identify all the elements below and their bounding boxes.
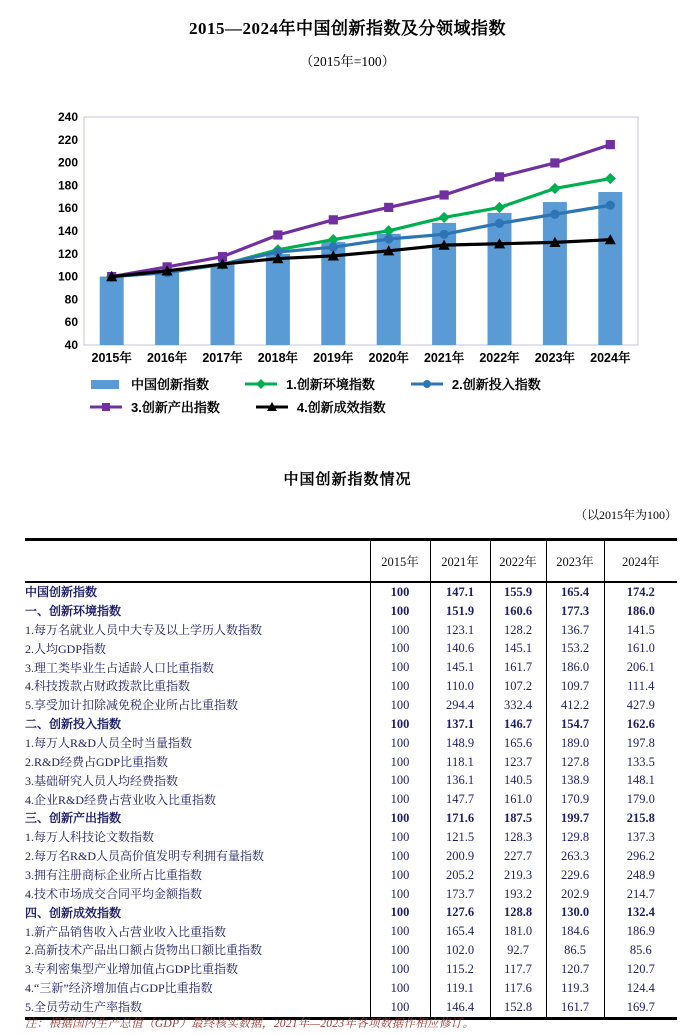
table-row [25,809,677,828]
row-value: 127.6 [430,904,490,923]
row-value: 137.1 [430,715,490,734]
row-label: 2.R&D经费占GDP比重指数 [25,754,169,769]
row-value: 100 [370,866,430,885]
row-value: 147.1 [430,582,490,602]
x-tick-label: 2017年 [202,351,243,365]
year-column-header: 2021年 [430,540,490,583]
bar-swatch-legend-icon [88,377,124,391]
year-column-header: 2023年 [546,540,604,583]
table-row [25,696,677,715]
table-row [25,753,677,772]
row-label: 1.每万人科技论文数指数 [25,830,155,845]
diamond-marker [549,183,560,194]
x-tick-label: 2016年 [146,351,188,365]
legend-label: 2.创新投入指数 [451,377,541,392]
page-title: 2015—2024年中国创新指数及分领域指数 [189,19,506,38]
row-value: 155.9 [490,582,546,602]
row-value: 100 [370,790,430,809]
row-value: 128.8 [490,904,546,923]
row-label: 5.享受加计扣除减免税企业所占比重指数 [25,698,239,713]
row-label: 1.每万人R&D人员全时当量指数 [25,736,193,750]
year-column-header: 2022年 [490,540,546,583]
row-value: 102.0 [430,941,490,960]
y-tick-label: 180 [57,178,78,193]
row-value: 145.1 [430,658,490,677]
y-tick-label: 140 [57,224,78,238]
row-value: 110.0 [430,677,490,696]
bar [543,202,567,345]
row-value: 115.2 [430,960,490,979]
table-row [25,941,677,960]
row-value: 294.4 [430,696,490,715]
row-value: 100 [370,809,430,828]
bar-swatch [91,380,119,389]
legend-item [88,397,220,416]
indicator-column-header [25,540,370,583]
row-value: 123.7 [490,753,546,772]
row-value: 100 [370,828,430,847]
row-value: 118.1 [430,753,490,772]
x-tick-label: 2015年 [91,351,132,365]
row-label: 2.人均GDP指数 [25,641,107,656]
diamond-marker [256,379,266,389]
row-value: 136.1 [430,772,490,791]
row-label: 3.基础研究人员人均经费指数 [25,773,179,788]
y-tick-label: 100 [57,269,78,284]
row-value: 100 [370,715,430,734]
legend-item [254,397,386,416]
line-series [107,140,615,281]
row-value: 171.6 [430,809,490,828]
row-value: 100 [370,885,430,904]
page-subtitle: （2015年=100） [299,54,396,69]
row-value: 161.7 [546,998,604,1018]
row-value: 148.1 [604,772,677,791]
table-footnote: 注：根据国内生产总值（GDP）最终核实数据，2021年—2023年各项数据作相应修订。 [25,1018,475,1030]
row-value: 202.9 [546,885,604,904]
row-label: 二、创新投入指数 [25,717,122,732]
row-value: 100 [370,677,430,696]
row-value: 119.3 [546,979,604,998]
row-value: 120.7 [604,960,677,979]
square-marker [440,190,449,199]
row-value: 147.7 [430,790,490,809]
row-value: 128.3 [490,828,546,847]
row-value: 151.9 [430,602,490,621]
row-value: 205.2 [430,866,490,885]
chart-legend [88,372,628,418]
diamond-marker [494,202,505,213]
row-value: 181.0 [490,922,546,941]
row-value: 332.4 [490,696,546,715]
row-value: 100 [370,922,430,941]
row-value: 100 [370,753,430,772]
row-value: 124.4 [604,979,677,998]
table-row [25,772,677,791]
circle-marker [606,201,615,210]
circle-marker [423,380,431,388]
row-value: 138.9 [546,772,604,791]
bar [266,254,290,345]
row-value: 160.6 [490,602,546,621]
row-value: 130.0 [546,904,604,923]
row-value: 189.0 [546,734,604,753]
legend-item [88,374,209,393]
y-tick-label: 160 [57,201,78,216]
line-series [106,234,616,281]
legend-item [243,374,375,393]
table-row [25,582,677,602]
row-value: 100 [370,904,430,923]
row-value: 100 [370,658,430,677]
row-value: 177.3 [546,602,604,621]
row-value: 100 [370,960,430,979]
row-label: 3.专利密集型产业增加值占GDP比重指数 [25,962,239,977]
x-tick-label: 2024年 [590,351,631,365]
square-marker [329,215,338,224]
row-value: 206.1 [604,658,677,677]
row-value: 165.4 [546,582,604,602]
row-value: 174.2 [604,582,677,602]
row-value: 100 [370,621,430,640]
row-value: 100 [370,979,430,998]
table-row [25,885,677,904]
row-value: 170.9 [546,790,604,809]
y-tick-label: 220 [57,132,78,147]
row-label: 3.拥有注册商标企业所占比重指数 [25,868,203,883]
row-value: 141.5 [604,621,677,640]
circle-legend-icon [409,377,445,391]
row-value: 197.8 [604,734,677,753]
table-row [25,658,677,677]
x-tick-label: 2021年 [423,351,465,365]
x-tick-label: 2022年 [479,351,520,365]
y-tick-label: 240 [57,110,78,124]
table-row [25,847,677,866]
row-value: 165.4 [430,922,490,941]
square-marker [495,172,504,181]
legend-label: 3.创新产出指数 [131,400,220,415]
table-row [25,904,677,923]
row-value: 127.8 [546,753,604,772]
x-tick-label: 2019年 [313,351,354,365]
square-legend-icon [88,400,124,414]
circle-marker [550,210,559,219]
row-value: 165.6 [490,734,546,753]
circle-marker [384,234,393,243]
row-value: 120.7 [546,960,604,979]
row-label: 5.全员劳动生产率指数 [25,1000,143,1015]
row-value: 154.7 [546,715,604,734]
row-value: 427.9 [604,696,677,715]
legend-label: 1.创新环境指数 [286,377,375,392]
row-value: 100 [370,847,430,866]
row-value: 92.7 [490,941,546,960]
row-label: 2.高新技术产品出口额占货物出口额比重指数 [25,943,263,958]
row-value: 169.7 [604,998,677,1018]
chart-canvas [48,110,652,372]
triangle-legend-icon [254,400,290,414]
row-value: 173.7 [430,885,490,904]
row-value: 215.8 [604,809,677,828]
bar [211,265,235,345]
row-value: 263.3 [546,847,604,866]
row-value: 107.2 [490,677,546,696]
row-value: 119.1 [430,979,490,998]
row-label: 1.新产品销售收入占营业收入比重指数 [25,924,227,939]
row-value: 140.5 [490,772,546,791]
legend-label: 中国创新指数 [131,377,210,392]
row-value: 214.7 [604,885,677,904]
table-row [25,790,677,809]
x-tick-label: 2023年 [534,351,576,365]
row-value: 100 [370,602,430,621]
table-unit-note: （以2015年为100） [574,508,677,522]
index-combo-chart [48,110,652,372]
legend-label: 4.创新成效指数 [296,400,386,415]
square-marker [606,140,615,149]
row-value: 152.8 [490,998,546,1018]
row-value: 100 [370,734,430,753]
row-value: 136.7 [546,621,604,640]
row-label: 2.每万名R&D人员高价值发明专利拥有量指数 [25,849,265,864]
circle-marker [495,219,504,228]
bar [155,270,179,345]
row-value: 140.6 [430,640,490,659]
y-tick-label: 40 [64,338,78,352]
row-label: 4.企业R&D经费占营业收入比重指数 [25,792,217,807]
legend-item [409,374,541,393]
circle-marker [440,230,449,239]
y-tick-label: 120 [57,246,78,261]
table-row [25,677,677,696]
row-value: 137.3 [604,828,677,847]
legend-row [88,372,628,395]
row-label: 中国创新指数 [25,585,98,600]
bar [598,192,622,345]
row-value: 161.0 [490,790,546,809]
row-label: 4.技术市场成交合同平均金额指数 [25,886,203,901]
row-value: 187.5 [490,809,546,828]
row-value: 186.0 [546,658,604,677]
row-label: 一、创新环境指数 [25,603,122,618]
series-line [112,145,611,277]
row-value: 100 [370,941,430,960]
row-value: 128.2 [490,621,546,640]
row-value: 148.9 [430,734,490,753]
row-value: 132.4 [604,904,677,923]
innovation-index-table [25,538,677,1020]
line-series [106,173,616,282]
square-marker [273,230,282,239]
row-value: 186.9 [604,922,677,941]
bar [488,213,512,345]
row-label: 4.“三新”经济增加值占GDP比重指数 [25,981,213,996]
row-value: 219.3 [490,866,546,885]
row-value: 145.1 [490,640,546,659]
row-value: 121.5 [430,828,490,847]
table-row [25,734,677,753]
y-tick-label: 80 [64,292,78,307]
row-label: 四、创新成效指数 [25,905,122,920]
row-value: 153.2 [546,640,604,659]
row-label: 1.每万名就业人员中大专及以上学历人数指数 [25,622,263,637]
row-value: 412.2 [546,696,604,715]
diamond-legend-icon [243,377,279,391]
year-column-header: 2015年 [370,540,430,583]
row-value: 162.6 [604,715,677,734]
table-row [25,640,677,659]
row-value: 129.8 [546,828,604,847]
row-value: 199.7 [546,809,604,828]
row-value: 100 [370,696,430,715]
row-value: 111.4 [604,677,677,696]
bar [100,277,124,345]
row-value: 248.9 [604,866,677,885]
series-line [112,205,611,276]
square-marker [102,403,110,411]
row-value: 117.6 [490,979,546,998]
table-row [25,922,677,941]
table-title: 中国创新指数情况 [283,471,412,488]
row-value: 146.4 [430,998,490,1018]
table-row [25,866,677,885]
table-row [25,621,677,640]
row-value: 161.0 [604,640,677,659]
row-value: 100 [370,582,430,602]
row-value: 161.7 [490,658,546,677]
row-value: 179.0 [604,790,677,809]
row-label: 三、创新产出指数 [25,811,122,826]
row-value: 133.5 [604,753,677,772]
x-tick-label: 2020年 [368,351,409,365]
row-value: 146.7 [490,715,546,734]
row-value: 85.6 [604,941,677,960]
table-header-row [25,540,677,583]
row-value: 186.0 [604,602,677,621]
diamond-marker [439,212,450,223]
row-value: 227.7 [490,847,546,866]
row-value: 184.6 [546,922,604,941]
y-tick-label: 200 [57,155,78,170]
row-value: 117.7 [490,960,546,979]
row-value: 229.6 [546,866,604,885]
row-value: 86.5 [546,941,604,960]
row-value: 100 [370,998,430,1018]
table-row [25,979,677,998]
row-value: 200.9 [430,847,490,866]
table-row [25,602,677,621]
legend-row [88,395,628,418]
table-row [25,715,677,734]
row-value: 100 [370,640,430,659]
row-value: 109.7 [546,677,604,696]
table-header [25,540,677,583]
year-column-header: 2024年 [604,540,677,583]
row-label: 3.理工类毕业生占适龄人口比重指数 [25,660,215,675]
square-marker [550,158,559,167]
square-marker [384,203,393,212]
row-value: 123.1 [430,621,490,640]
row-value: 100 [370,772,430,791]
row-value: 193.2 [490,885,546,904]
row-value: 296.2 [604,847,677,866]
table-row [25,828,677,847]
table-row [25,960,677,979]
y-tick-label: 60 [64,315,78,330]
row-label: 4.科技拨款占财政拨款比重指数 [25,679,191,694]
diamond-marker [605,173,616,184]
x-tick-label: 2018年 [257,351,299,365]
